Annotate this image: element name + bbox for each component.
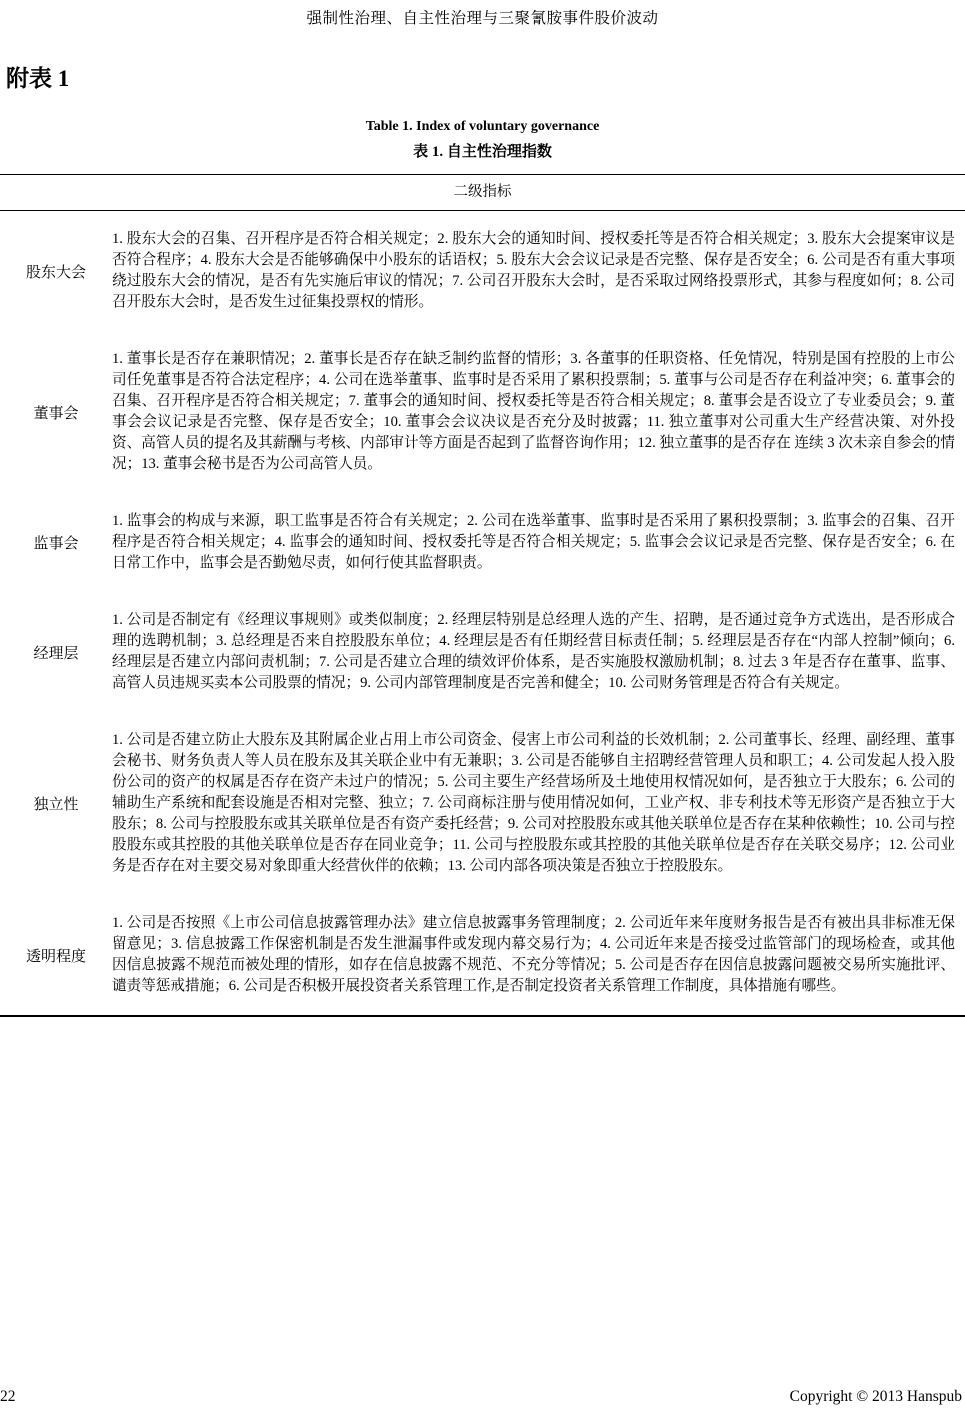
table-row — [0, 895, 965, 1015]
page-number: 22 — [0, 1388, 16, 1405]
running-head: 强制性治理、自主性治理与三聚氰胺事件股价波动 — [306, 10, 659, 27]
table-column-header: 二级指标 — [0, 175, 965, 211]
table-title-chinese: 表 1. 自主性治理指数 — [413, 144, 552, 160]
row-content-shareholders-meeting: 1. 股东大会的召集、召开程序是否符合相关规定；2. 股东大会的通知时间、授权委托等是否符合相关规定；3. 股东大会提案审议是否符合程序；4. 股东大会是否能够确保中小股东的话语权；5. 股东大会会议记录是否完整、保存是否安全；6. 公司是否有重大事项绕过股东大会的情况，是否有先实施后审议的情况；7. 公司召开股东大会时，是否采取过网络投票形式，其参与程度如何；8. 公司召开股东大会时，是否发生过征集投票权的情形。 — [112, 231, 955, 310]
table-row — [0, 592, 965, 712]
table-title-english: Table 1. Index of voluntary governance — [365, 119, 600, 134]
row-content-supervisory-board: 1. 监事会的构成与来源，职工监事是否符合有关规定；2. 公司在选举董事、监事时是否采用了累积投票制；3. 监事会的召集、召开程序是否符合相关规定；4. 监事会的通知时间、授权委托等是否符合相关规定；5. 监事会会议记录是否完整、保存是否安全；6. 在日常工作中，监事会是否勤勉尽责，如何行使其监督职责。 — [112, 513, 955, 571]
row-label-supervisory-board: 监事会 — [33, 536, 79, 552]
row-content-independence: 1. 公司是否建立防止大股东及其附属企业占用上市公司资金、侵害上市公司利益的长效机制；2. 公司董事长、经理、副经理、董事会秘书、财务负责人等人员在股东及其关联企业中有无兼职；3. 公司是否能够自主招聘经营管理人员和职工；4. 公司发起人投入股份公司的资产的权属是否存在资产未过户的情况；5. 公司主要生产经营场所及土地使用权情况如何，是否独立于大股东；6. 公司的辅助生产系统和配套设施是否相对完整、独立；7. 公司商标注册与使用情况如何，工业产权、非专利技术等无形资产是否独立于大股东；8. 公司与控股股东或其关联单位是否有资产委托经营；9. 公司对控股股东或其他关联单位是否存在某种依赖性；10. 公司与控股股东或其控股的其他关联单位是否存在同业竞争；11. 公司与控股股东或其控股的其他关联单位是否存在关联交易序；12. 公司业务是否存在对主要交易对象即重大经营伙伴的依赖；13. 公司内部各项决策是否独立于控股股东。 — [112, 732, 955, 874]
copyright-notice: Copyright © 2013 Hanspub — [789, 1388, 962, 1405]
row-content-transparency: 1. 公司是否按照《上市公司信息披露管理办法》建立信息披露事务管理制度；2. 公司近年来年度财务报告是否有被出具非标准无保留意见；3. 信息披露工作保密机制是否发生泄漏事件或发现内幕交易行为；4. 公司近年来是否接受过监管部门的现场检查，或其他因信息披露不规范而被处理的情形，如存在信息披露不规范、不充分等情况；5. 公司是否存在因信息披露问题被交易所实施批评、谴责等惩戒措施；6. 公司是否积极开展投资者关系管理工作,是否制定投资者关系管理工作制度，具体措施有哪些。 — [112, 915, 955, 994]
row-content-board-of-directors: 1. 董事长是否存在兼职情况；2. 董事长是否存在缺乏制约监督的情形；3. 各董事的任职资格、任免情况，特别是国有控股的上市公司任免董事是否符合法定程序；4. 公司在选举董事、监事时是否采用了累积投票制；5. 董事与公司是否存在利益冲突；6. 董事会的召集、召开程序是否符合相关规定；7. 董事会的通知时间、授权委托等是否符合相关规定；8. 董事会是否设立了专业委员会；9. 董事会会议记录是否完整、保存是否安全；10. 董事会会议决议是否充分及时披露；11. 独立董事对公司重大生产经营决策、对外投资、高管人员的提名及其薪酬与考核、内部审计等方面是否起到了监督咨询作用；12. 独立董事的是否存在 连续 3 次未亲自参会的情况；13. 董事会秘书是否为公司高管人员。 — [112, 351, 955, 472]
table-row — [0, 493, 965, 592]
table-row — [0, 712, 965, 895]
governance-index-table — [0, 174, 965, 1017]
page-footer — [0, 1388, 965, 1406]
row-label-management: 经理层 — [33, 645, 79, 662]
row-label-independence: 独立性 — [33, 797, 79, 813]
row-label-board-of-directors: 董事会 — [33, 405, 79, 422]
row-label-transparency: 透明程度 — [25, 948, 86, 965]
row-content-management: 1. 公司是否制定有《经理议事规则》或类似制度；2. 经理层特别是总经理人选的产生、招聘，是否通过竞争方式选出，是否形成合理的选聘机制；3. 总经理是否来自控股股东单位；4. 经理层是否有任期经营目标责任制；5. 经理层是否存在“内部人控制”倾向；6. 经理层是否建立内部问责机制；7. 公司是否建立合理的绩效评价体系，是否实施股权激励机制；8. 过去 3 年是否存在董事、监事、高管人员违规买卖本公司股票的情况；9. 公司内部管理制度是否完善和健全；10. 公司财务管理是否符合有关规定。 — [112, 612, 955, 691]
appendix-title: 附表 1 — [6, 66, 70, 91]
table-caption — [0, 119, 965, 161]
table-row — [0, 211, 965, 331]
table-row — [0, 331, 965, 493]
row-label-shareholders-meeting: 股东大会 — [25, 264, 86, 281]
